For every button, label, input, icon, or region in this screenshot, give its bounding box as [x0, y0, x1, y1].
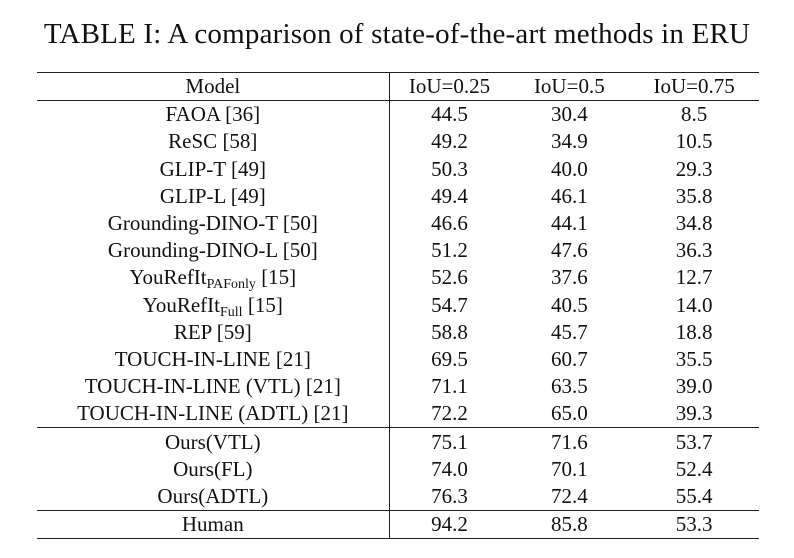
model-cell	[37, 237, 389, 264]
header-row	[37, 73, 759, 101]
iou-025-cell: 74.0	[431, 456, 468, 481]
iou-075-cell: 55.4	[675, 483, 713, 508]
iou-025-cell: 50.3	[431, 156, 468, 181]
model-name: Ours(ADTL)	[157, 483, 269, 508]
citation: [15]	[247, 292, 283, 317]
iou-025-cell: 49.2	[431, 129, 468, 154]
table-row	[37, 483, 759, 511]
iou-075-cell: 35.8	[675, 183, 713, 208]
model-name: REP	[173, 319, 212, 344]
citation: [21]	[305, 374, 341, 399]
model-name: Ours(FL)	[173, 456, 253, 481]
citation: [21]	[313, 401, 349, 426]
model-cell	[37, 346, 389, 373]
model-name: Grounding-DINO-L	[107, 238, 278, 263]
table-row	[37, 511, 759, 539]
iou-075-cell: 39.0	[675, 374, 713, 399]
model-cell	[37, 292, 389, 319]
iou-05-cell: 60.7	[550, 346, 588, 371]
iou-05-cell: 63.5	[550, 374, 588, 399]
iou-05-cell: 30.4	[550, 102, 588, 127]
citation: [36]	[225, 102, 261, 127]
header-iou-05: IoU=0.5	[509, 73, 629, 101]
iou-075-cell: 36.3	[675, 238, 713, 263]
iou-025-cell: 94.2	[389, 511, 509, 539]
iou-075-cell: 10.5	[675, 129, 713, 154]
model-name: YouRefIt	[142, 292, 220, 317]
model-name: Grounding-DINO-T	[107, 211, 278, 236]
iou-025-cell: 51.2	[431, 238, 468, 263]
model-name: GLIP-L	[159, 183, 226, 208]
iou-025-cell: 75.1	[389, 428, 509, 456]
iou-05-cell: 47.6	[550, 238, 588, 263]
results-table	[37, 72, 759, 539]
model-cell	[37, 428, 389, 456]
iou-075-cell: 35.5	[675, 346, 713, 371]
iou-05-cell: 70.1	[550, 456, 588, 481]
model-subscript: Full	[220, 304, 243, 320]
citation: [59]	[216, 319, 252, 344]
iou-025-cell: 46.6	[431, 211, 468, 236]
iou-075-cell: 53.7	[629, 428, 759, 456]
table-row	[37, 101, 759, 129]
iou-025-cell: 52.6	[431, 265, 468, 290]
iou-05-cell: 45.7	[550, 319, 588, 344]
table-row	[37, 373, 759, 400]
table-row	[37, 346, 759, 373]
model-subscript: PAFonly	[206, 277, 256, 293]
citation: [50]	[282, 211, 318, 236]
table-row	[37, 183, 759, 210]
table-row	[37, 210, 759, 237]
iou-05-cell: 65.0	[550, 401, 588, 426]
iou-075-cell: 53.3	[629, 511, 759, 539]
table-caption: TABLE I: A comparison of state-of-the-art methods in ERU	[43, 18, 751, 50]
model-cell	[37, 483, 389, 511]
model-cell	[37, 101, 389, 129]
table-row	[37, 292, 759, 319]
citation: [50]	[282, 238, 318, 263]
model-cell	[37, 183, 389, 210]
model-cell	[37, 128, 389, 155]
model-name: YouRefIt	[129, 265, 207, 290]
iou-05-cell: 46.1	[550, 183, 588, 208]
model-name: TOUCH-IN-LINE	[114, 346, 271, 371]
iou-05-cell: 85.8	[509, 511, 629, 539]
table-row	[37, 456, 759, 483]
model-name: FAOA	[165, 102, 220, 127]
model-cell	[37, 400, 389, 428]
iou-025-cell: 71.1	[431, 374, 468, 399]
iou-05-cell: 37.6	[550, 265, 588, 290]
iou-025-cell: 58.8	[431, 319, 468, 344]
model-cell	[37, 156, 389, 183]
iou-075-cell: 8.5	[680, 102, 708, 127]
model-cell	[37, 264, 389, 291]
iou-075-cell: 39.3	[675, 401, 713, 426]
iou-075-cell: 34.8	[675, 211, 713, 236]
iou-075-cell: 18.8	[675, 319, 713, 344]
iou-075-cell: 29.3	[675, 156, 713, 181]
model-name: TOUCH-IN-LINE (VTL)	[84, 374, 301, 399]
model-cell	[37, 210, 389, 237]
iou-025-cell: 44.5	[431, 102, 468, 127]
citation: [15]	[261, 265, 297, 290]
table-row	[37, 156, 759, 183]
model-name: Human	[181, 512, 244, 537]
iou-05-cell: 44.1	[550, 211, 588, 236]
model-cell	[37, 456, 389, 483]
citation: [21]	[275, 346, 311, 371]
iou-075-cell: 12.7	[675, 265, 713, 290]
model-name: Ours(VTL)	[164, 429, 261, 454]
iou-05-cell: 40.0	[550, 156, 588, 181]
iou-025-cell: 54.7	[431, 292, 468, 317]
iou-05-cell: 40.5	[550, 292, 588, 317]
header-iou-025: IoU=0.25	[389, 73, 509, 101]
citation: [58]	[222, 129, 258, 154]
model-name: GLIP-T	[159, 156, 226, 181]
table-row	[37, 264, 759, 291]
iou-025-cell: 69.5	[431, 346, 468, 371]
citation: [49]	[230, 156, 266, 181]
header-model: Model	[37, 73, 389, 101]
model-name: ReSC	[168, 129, 218, 154]
header-iou-075: IoU=0.75	[629, 73, 759, 101]
iou-075-cell: 52.4	[675, 456, 713, 481]
table-row	[37, 319, 759, 346]
iou-025-cell: 76.3	[431, 483, 468, 508]
model-cell	[37, 511, 389, 539]
table-body	[37, 101, 759, 539]
table-row	[37, 128, 759, 155]
iou-025-cell: 72.2	[431, 401, 468, 426]
iou-05-cell: 71.6	[509, 428, 629, 456]
iou-05-cell: 34.9	[550, 129, 588, 154]
model-cell	[37, 319, 389, 346]
table-row	[37, 237, 759, 264]
iou-05-cell: 72.4	[550, 483, 588, 508]
model-cell	[37, 373, 389, 400]
citation: [49]	[230, 183, 266, 208]
model-name: TOUCH-IN-LINE (ADTL)	[77, 401, 309, 426]
iou-075-cell: 14.0	[675, 292, 713, 317]
table-row	[37, 428, 759, 456]
table-row	[37, 400, 759, 428]
iou-025-cell: 49.4	[431, 183, 468, 208]
